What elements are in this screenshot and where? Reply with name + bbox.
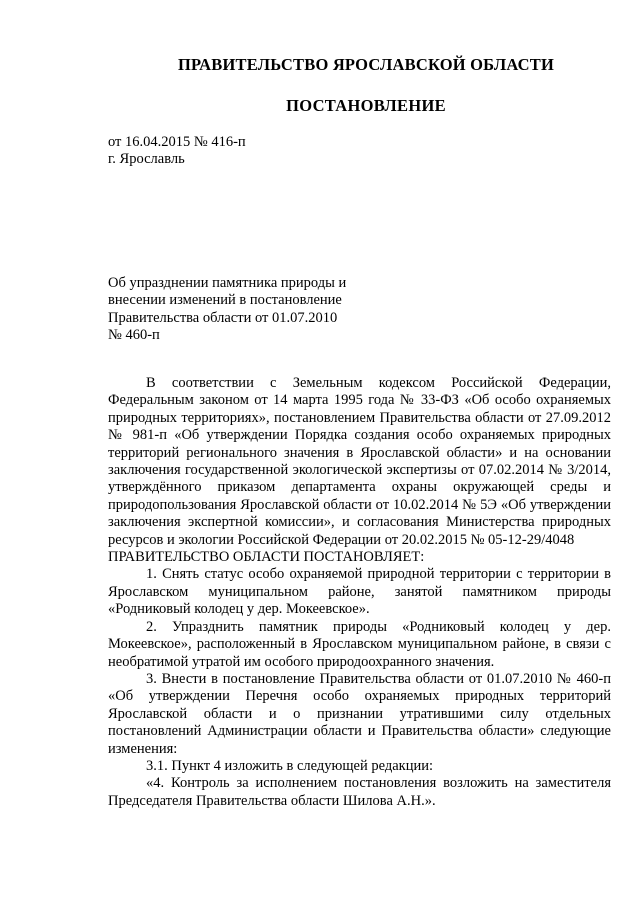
document-meta xyxy=(108,134,246,168)
date-number-line: от 16.04.2015 № 416-п xyxy=(108,134,246,150)
document-body xyxy=(108,375,611,810)
item-3-1: 3.1. Пункт 4 изложить в следующей редакции: xyxy=(146,757,434,774)
item-2: 2. Упразднить памятник природы «Родниковый колодец у дер. Мокеевское», расположенный в Ярославском муниципальном районе, в связи с необратимой утратой им особого природоохранного значения. xyxy=(108,618,611,670)
item-1: 1. Снять статус особо охраняемой природной территории с территории в Ярославском муниципальном районе, занятой памятником природы «Родниковый колодец у дер. Мокеевское». xyxy=(108,566,611,618)
preamble-paragraph: В соответствии с Земельным кодексом Российской Федерации, Федеральным законом от 14 марта 1995 года № 33-ФЗ «Об особо охраняемых природных территориях», постановлением Правительства области от 27.09.2012 № 981-п «Об утверждении Порядка создания особо охраняемых природных территорий регионального значения в Ярославской области» и на основании заключения государственной экологической экспертизы от 07.02.2014 № 3/2014, утверждённого приказом департамента охраны окружающей среды и природопользования Ярославской области от 10.02.2014 № 5Э «Об утверждении заключения экспертной комиссии», и согласования Министерства природных ресурсов и экологии Российской Федерации от 20.02.2015 № 05-12-29/4048 xyxy=(108,375,611,548)
item-3: 3. Внести в постановление Правительства области от 01.07.2010 № 460-п «Об утверждении Перечня особо охраняемых природных территорий Ярославской области и о признании утратившими силу отдельных постановлений Администрации области и Правительства области» следующие изменения: xyxy=(108,670,611,757)
resolves-line: ПРАВИТЕЛЬСТВО ОБЛАСТИ ПОСТАНОВЛЯЕТ: xyxy=(108,549,425,566)
quoted-item-4: «4. Контроль за исполнением постановления возложить на заместителя Председателя Правительства области Шилова А.Н.». xyxy=(108,775,611,809)
document-subject: Об упразднении памятника природы и внесении изменений в постановление Правительства области от 01.07.2010 № 460-п xyxy=(108,275,347,343)
government-heading: ПРАВИТЕЛЬСТВО ЯРОСЛАВСКОЙ ОБЛАСТИ xyxy=(177,55,555,74)
document-type-title: ПОСТАНОВЛЕНИЕ xyxy=(286,96,446,115)
city-line: г. Ярославль xyxy=(108,151,185,167)
